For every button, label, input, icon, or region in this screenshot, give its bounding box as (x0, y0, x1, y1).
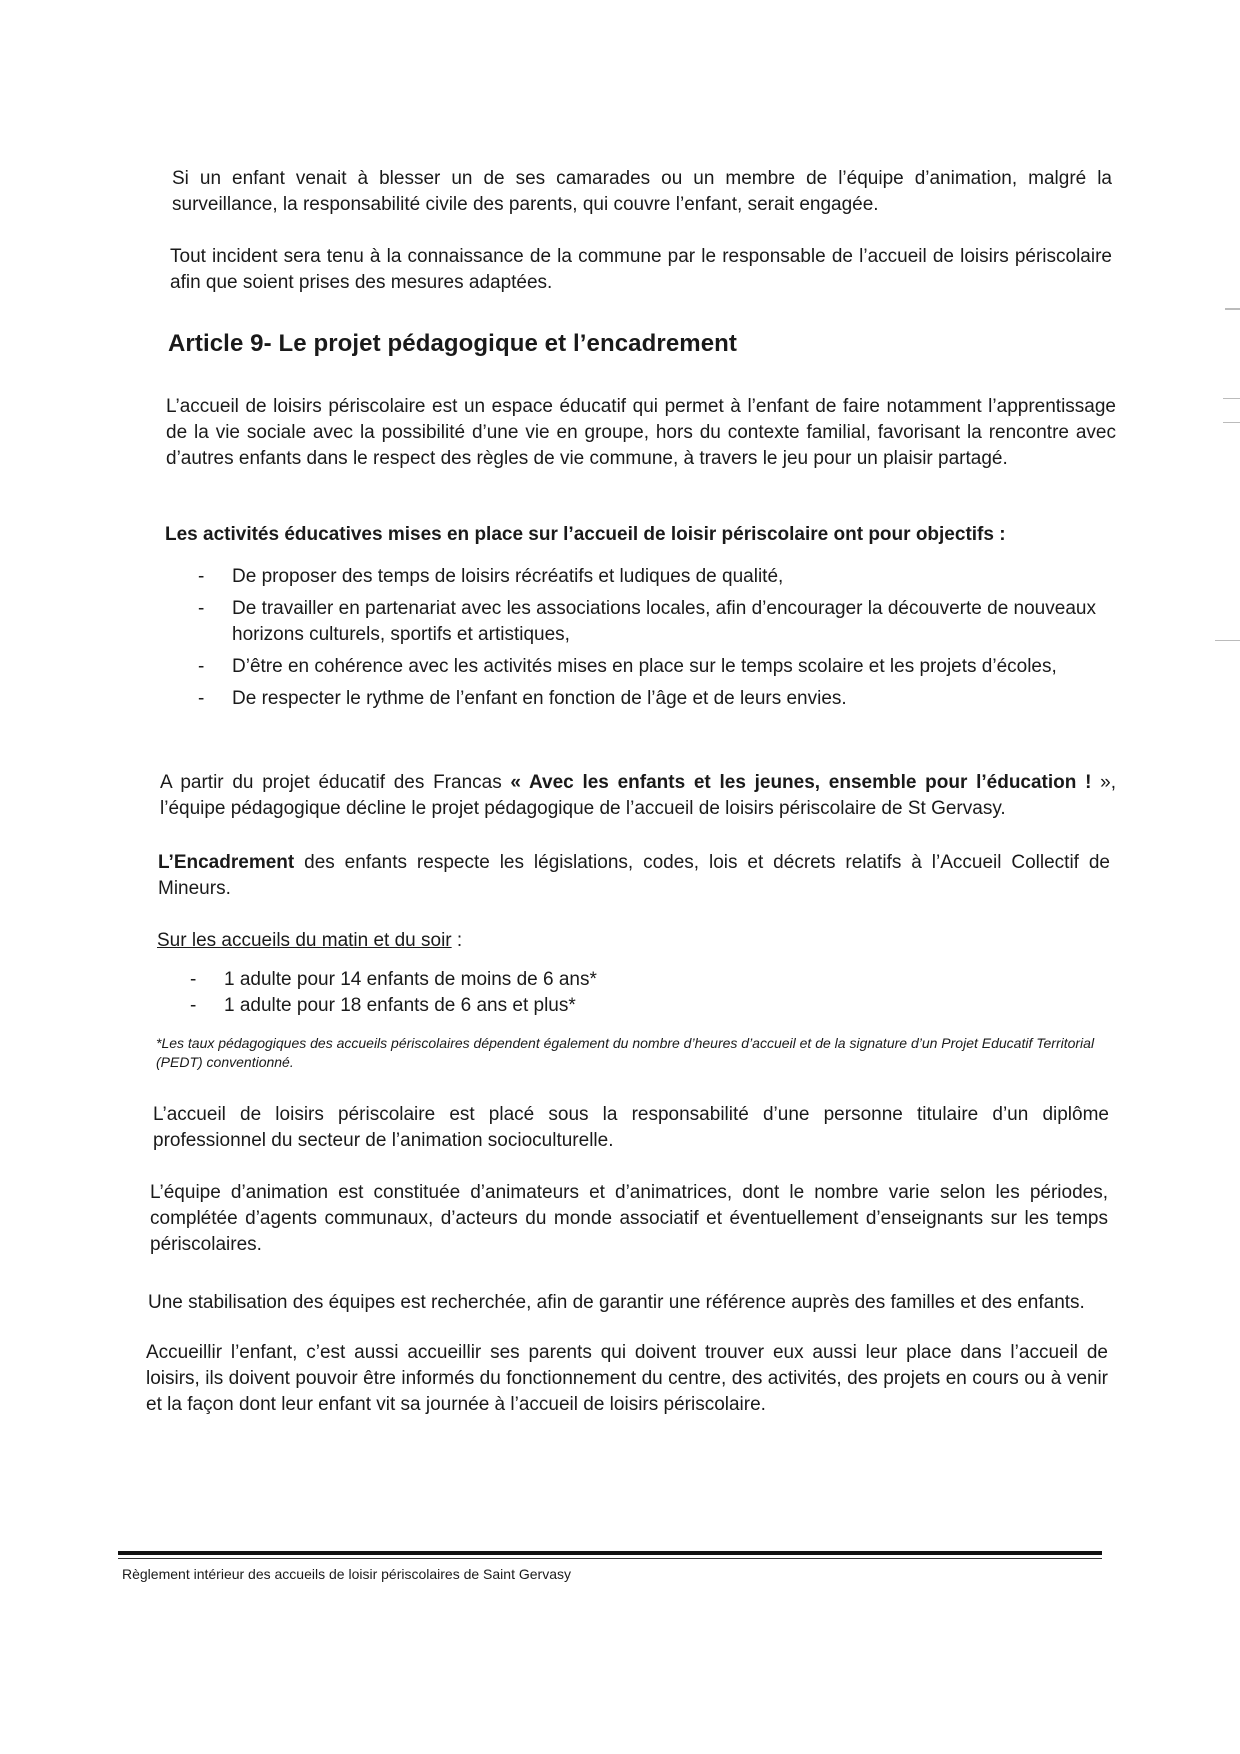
encadrement-label: L’Encadrement (158, 852, 295, 873)
footer-text: Règlement intérieur des accueils de loisir périscolaires de Saint Gervasy (122, 1566, 571, 1582)
list-marker: - (190, 995, 197, 1016)
ratios-list (190, 967, 890, 1019)
list-item: - De respecter le rythme de l’enfant en fonction de l’âge et de leurs envies. (198, 686, 1118, 712)
objectives-list (198, 564, 1118, 718)
paragraph-parents: Accueillir l’enfant, c’est aussi accueillir ses parents qui doivent trouver eux aussi leur place dans l’accueil de loisirs, ils doivent pouvoir être informés du fonctionnement du centre, des activités, des projets en cours ou à venir et la façon dont leur enfant vit sa journée à l’accueil de loisirs périscolaire. (146, 1342, 1108, 1415)
list-marker: - (198, 688, 205, 709)
list-item: - De travailler en partenariat avec les associations locales, afin d’encourager la découverte de nouveaux horizons culturels, sportifs et artistiques, (198, 598, 1096, 645)
ratios-heading: Sur les accueils du matin et du soir : (157, 930, 463, 951)
list-item: - D’être en cohérence avec les activités mises en place sur le temps scolaire et les projets d’écoles, (198, 654, 1118, 680)
list-item: - De proposer des temps de loisirs récréatifs et ludiques de qualité, (198, 564, 1118, 590)
paragraph-stabilisation: Une stabilisation des équipes est recherchée, afin de garantir une référence auprès des familles et des enfants. (148, 1292, 1085, 1313)
scan-edge-mark (1223, 398, 1240, 399)
list-marker: - (198, 566, 205, 587)
scan-edge-mark (1215, 640, 1240, 641)
list-marker: - (198, 656, 205, 677)
paragraph-encadrement: L’Encadrement des enfants respecte les législations, codes, lois et décrets relatifs à l’Accueil Collectif de Mineurs. (158, 852, 1110, 899)
footer-rule (118, 1551, 1102, 1555)
objectives-heading: Les activités éducatives mises en place sur l’accueil de loisir périscolaire ont pour objectifs : (165, 524, 1006, 545)
paragraph-francas: A partir du projet éducatif des Francas « Avec les enfants et les jeunes, ensemble pour l’éducation ! », l’équipe pédagogique décline le projet pédagogique de l’accueil de loisirs périscolaire de St Gervasy. (160, 772, 1117, 819)
footer-rule-secondary (118, 1558, 1102, 1559)
paragraph-responsable: L’accueil de loisirs périscolaire est placé sous la responsabilité d’une personne titulaire d’un diplôme professionnel du secteur de l’animation socioculturelle. (153, 1104, 1109, 1151)
paragraph-equipe: L’équipe d’animation est constituée d’animateurs et d’animatrices, dont le nombre varie selon les périodes, complétée d’agents communaux, d’acteurs du monde associatif et éventuellement d’enseignants sur les temps périscolaires. (150, 1182, 1108, 1255)
paragraph-incident: Tout incident sera tenu à la connaissance de la commune par le responsable de l’accueil de loisirs périscolaire afin que soient prises des mesures adaptées. (170, 246, 1112, 293)
paragraph-responsabilite-civile: Si un enfant venait à blesser un de ses camarades ou un membre de l’équipe d’animation, malgré la surveillance, la responsabilité civile des parents, qui couvre l’enfant, serait engagée. (172, 168, 1112, 215)
list-item: - 1 adulte pour 14 enfants de moins de 6 ans* (190, 967, 890, 993)
scan-edge-mark (1223, 422, 1240, 423)
paragraph-intro: L’accueil de loisirs périscolaire est un espace éducatif qui permet à l’enfant de faire notamment l’apprentissage de la vie sociale avec la possibilité d’une vie en groupe, hors du contexte familial, favorisant la rencontre avec d’autres enfants dans le respect des règles de vie commune, à travers le jeu pour un plaisir partagé. (166, 396, 1116, 469)
list-item: - 1 adulte pour 18 enfants de 6 ans et plus* (190, 993, 890, 1019)
francas-motto: « Avec les enfants et les jeunes, ensemble pour l’éducation ! (510, 772, 1092, 793)
list-marker: - (198, 598, 205, 619)
article-heading: Article 9- Le projet pédagogique et l’encadrement (168, 330, 738, 357)
footnote-taux-pedagogiques: *Les taux pédagogiques des accueils périscolaires dépendent également du nombre d’heures d’accueil et de la signature d’un Projet Educatif Territorial (PEDT) conventionné. (156, 1035, 1095, 1070)
list-marker: - (190, 969, 197, 990)
scan-edge-mark (1225, 308, 1240, 310)
